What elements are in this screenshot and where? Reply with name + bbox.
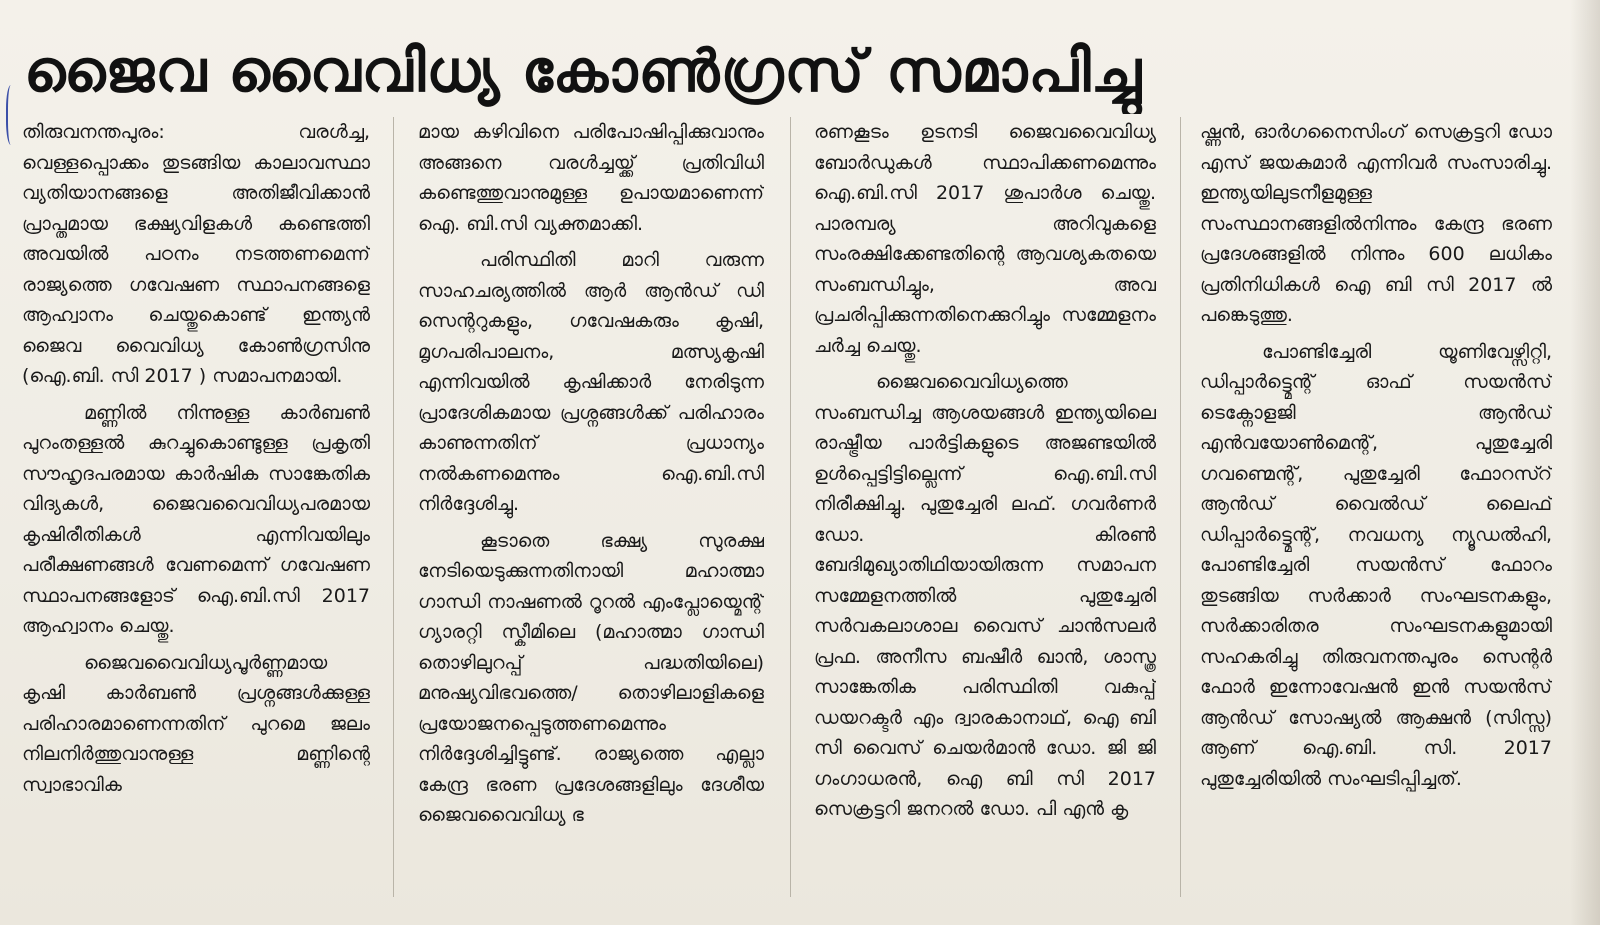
paragraph: ജൈവവൈവിധ്യപൂർണ്ണമായ കൃഷി കാർബൺ പ്രശ്നങ്ങൾക്കുള്ള പരിഹാരമാണെന്നതിന് പുറമെ ജലം നിലനിർത്തുവാനുള്ള മണ്ണിന്റെ സ്വാഭാവിക	[22, 651, 370, 796]
paragraph: രണകൂടം ഉടനടി ജൈവവൈവിധ്യ ബോർഡുകൾ സ്ഥാപിക്കണമെന്നും ഐ.ബി.സി 2017 ശുപാർശ ചെയ്തു. പാരമ്പര്യ അറിവുകളെ സംരക്ഷിക്കേണ്ടതിന്റെ ആവശ്യകതയെ സംബന്ധിച്ചും, അവ പ്രചരിപ്പിക്കുന്നതിനെക്കുറിച്ചും സമ്മേളനം ചർച്ച ചെയ്തു.	[814, 121, 1156, 357]
page-edge-shadow	[1570, 0, 1600, 925]
paragraph: തിരുവനന്തപുരം: വരൾച്ച, വെള്ളപ്പൊക്കം തുടങ്ങിയ കാലാവസ്ഥാ വ്യതിയാനങ്ങളെ അതിജീവിക്കാൻ പ്രാപ്തമായ ഭക്ഷ്യവിളകൾ കണ്ടെത്തി അവയിൽ പഠനം നടത്തണമെന്ന് രാജ്യത്തെ ഗവേഷണ സ്ഥാപനങ്ങളെ ആഹ്വാനം ചെയ്തുകൊണ്ട് ഇന്ത്യൻ ജൈവ വൈവിധ്യ കോൺഗ്രസിനു (ഐ.ബി. സി 2017 ) സമാപനമായി.	[22, 121, 370, 387]
column-rule	[1180, 117, 1181, 897]
headline: ജൈവ വൈവിധ്യ കോൺഗ്രസ് സമാപിച്ചു	[24, 37, 1143, 105]
article-column-2	[418, 117, 764, 897]
article-column-3	[814, 117, 1156, 897]
paragraph: മായ കഴിവിനെ പരിപോഷിപ്പിക്കുവാനും അങ്ങനെ വരൾച്ചയ്ക്ക് പ്രതിവിധി കണ്ടെത്തുവാനുമുള്ള ഉപായമാണെന്ന് ഐ. ബി.സി വ്യക്തമാക്കി.	[418, 121, 764, 235]
paragraph: കൂടാതെ ഭക്ഷ്യ സുരക്ഷ നേടിയെടുക്കുന്നതിനായി മഹാത്മാ ഗാന്ധി നാഷണൽ റൂറൽ എംപ്ലോയ്മെന്റ് ഗ്യാരറ്റി സ്കീമിലെ (മഹാത്മാ ഗാന്ധി തൊഴിലുറപ്പ് പദ്ധതിയിലെ) മനുഷ്യവിഭവത്തെ/ തൊഴിലാളികളെ പ്രയോജനപ്പെടുത്തണമെന്നും നിർദ്ദേശിച്ചിട്ടുണ്ട്. രാജ്യത്തെ എല്ലാ കേന്ദ്ര ഭരണ പ്രദേശങ്ങളിലും ദേശീയ ജൈവവൈവിധ്യ ഭ	[418, 529, 764, 826]
paragraph: പരിസ്ഥിതി മാറി വരുന്ന സാഹചര്യത്തിൽ ആർ ആൻഡ് ഡി സെന്ററുകളും, ഗവേഷകരും കൃഷി, മൃഗപരിപാലനം, മത്സ്യകൃഷി എന്നിവയിൽ കൃഷിക്കാർ നേരിടുന്ന പ്രാദേശികമായ പ്രശ്നങ്ങൾക്ക് പരിഹാരം കാണുന്നതിന് പ്രധാന്യം നൽകണമെന്നും ഐ.ബി.സി നിർദ്ദേശിച്ചു.	[418, 249, 764, 515]
column-rule	[393, 117, 394, 897]
pen-mark	[6, 85, 18, 145]
article-column-1	[22, 117, 370, 897]
adjacent-article-bleed	[60, 2, 380, 30]
paragraph: ഷ്ണൻ, ഓർഗനൈസിംഗ് സെക്രട്ടറി ഡോ എസ് ജയകുമാർ എന്നിവർ സംസാരിച്ചു. ഇന്ത്യയിലുടനീളമുള്ള സംസ്ഥാനങ്ങളിൽനിന്നും കേന്ദ്ര ഭരണ പ്രദേശങ്ങളിൽ നിന്നും 600 ലധികം പ്രതിനിധികൾ ഐ ബി സി 2017 ൽ പങ്കെടുത്തു.	[1200, 121, 1552, 326]
column-rule	[790, 117, 791, 897]
paragraph: പോണ്ടിച്ചേരി യൂണിവേഴ്സിറ്റി, ഡിപ്പാർട്ട്മെന്റ് ഓഫ് സയൻസ് ടെക്നോളജി ആൻഡ് എൻവയോൺമെന്റ്, പുതുച്ചേരി ഗവണ്മെന്റ്, പുതുച്ചേരി ഫോറസ്റ് ആൻഡ് വൈൽഡ് ലൈഫ് ഡിപ്പാർട്ട്മെന്റ്, നവധന്യ ന്യൂഡൽഹി, പോണ്ടിച്ചേരി സയൻസ് ഫോറം തുടങ്ങിയ സർക്കാർ സംഘടനകളും, സർക്കാരിതര സംഘടനകളുമായി സഹകരിച്ചു തിരുവനന്തപുരം സെന്റർ ഫോർ ഇന്നോവേഷൻ ഇൻ സയൻസ് ആൻഡ് സോഷ്യൽ ആക്ഷൻ (സിസ്സ) ആണ് ഐ.ബി. സി. 2017 പുതുച്ചേരിയിൽ സംഘടിപ്പിച്ചത്.	[1200, 340, 1552, 790]
paragraph: ജൈവവൈവിധ്യത്തെ സംബന്ധിച്ച ആശയങ്ങൾ ഇന്ത്യയിലെ രാഷ്ട്രീയ പാർട്ടികളുടെ അജണ്ടയിൽ ഉൾപ്പെട്ടിട്ടില്ലെന്ന് ഐ.ബി.സി നിരീക്ഷിച്ചു. പുതുച്ചേരി ലഫ്. ഗവർണർ ഡോ. കിരൺ ബേദിമുഖ്യാതിഥിയായിരുന്ന സമാപന സമ്മേളനത്തിൽ പുതുച്ചേരി സർവകലാശാല വൈസ് ചാൻസലർ പ്രഫ. അനീസ ബഷീർ ഖാൻ, ശാസ്ത്ര സാങ്കേതിക പരിസ്ഥിതി വകുപ്പ് ഡയറക്ടർ എം ദ്വാരകാനാഥ്, ഐ ബി സി വൈസ് ചെയർമാൻ ഡോ. ജി ജി ഗംഗാധരൻ, ഐ ബി സി 2017 സെക്രട്ടറി ജനറൽ ഡോ. പി എൻ കൃ	[814, 371, 1156, 820]
adjacent-headline-bleed	[520, 2, 1160, 30]
article-column-4	[1200, 117, 1552, 897]
paragraph: മണ്ണിൽ നിന്നുള്ള കാർബൺ പുറംതള്ളൽ കുറച്ചുകൊണ്ടുള്ള പ്രകൃതി സൗഹൃദപരമായ കാർഷിക സാങ്കേതിക വിദ്യകൾ, ജൈവവൈവിധ്യപരമായ കൃഷിരീതികൾ എന്നിവയിലും പരീക്ഷണങ്ങൾ വേണമെന്ന് ഗവേഷണ സ്ഥാപനങ്ങളോട് ഐ.ബി.സി 2017 ആഹ്വാനം ചെയ്തു.	[22, 401, 370, 637]
